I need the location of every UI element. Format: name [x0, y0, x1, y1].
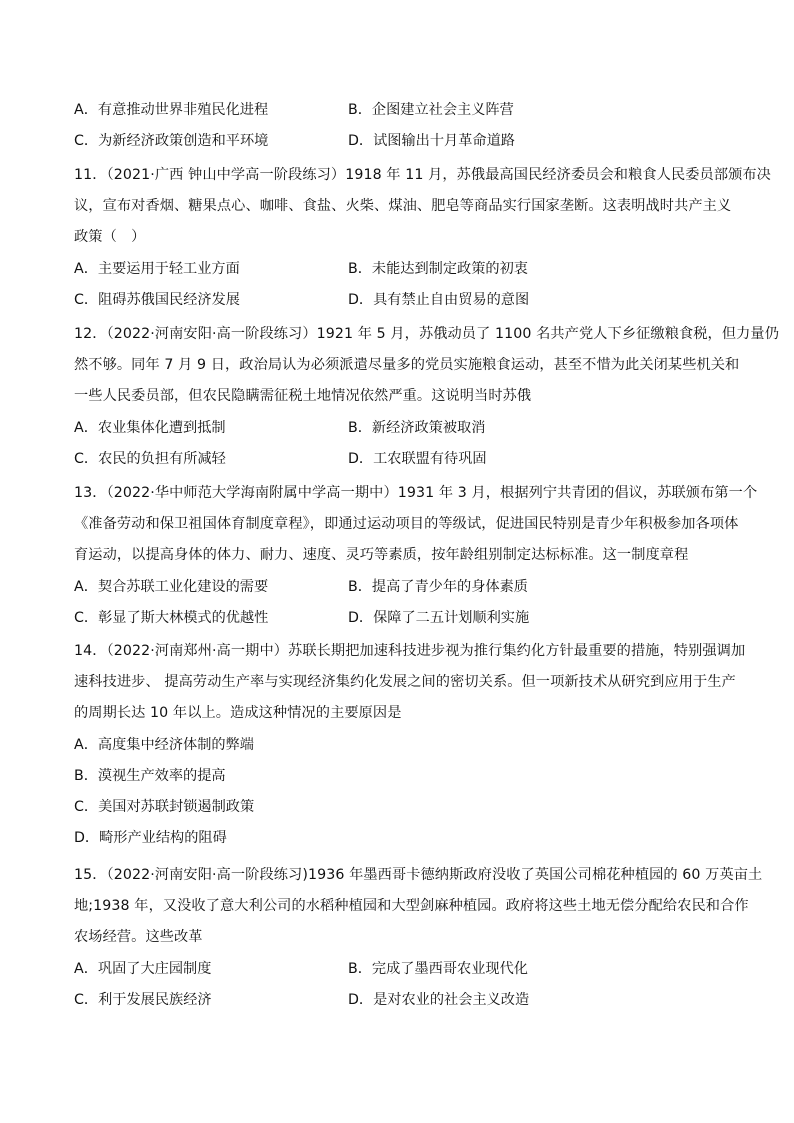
option-a[interactable]: A．有意推动世界非殖民化进程	[74, 102, 269, 118]
question-13	[74, 478, 758, 634]
question-stem-line: 《准备劳动和保卫祖国体育制度章程》，即通过运动项目的等级试，促进国民特别是青少年积极参加各项体	[74, 516, 739, 533]
question-stem-line: 政策（ ）	[74, 229, 146, 246]
question-stem-line: 13．（2022·华中师范大学海南附属中学高一期中）1931 年 3 月，根据列宁共青团的倡议，苏联颁布第一个	[74, 485, 758, 501]
question-11	[74, 160, 771, 316]
option-a[interactable]: A．农业集体化遭到抵制	[74, 419, 226, 436]
question-stem-line: 一些人民委员部，但农民隐瞒需征税土地情况依然严重。这说明当时苏俄	[74, 388, 532, 405]
question-stem-line: 12．（2022·河南安阳·高一阶段练习）1921 年 5 月，苏俄动员了 1100 名共产党人下乡征缴粮食税，但力量仍	[74, 326, 779, 342]
question-stem-line: 地;1938 年，又没收了意大利公司的水稻种植园和大型剑麻种植园。政府将这些土地无偿分配给农民和合作	[74, 898, 749, 915]
question-stem-line: 育运动，以提高身体的体力、耐力、速度、灵巧等素质，按年龄组别制定达标标准。这一制度章程	[74, 547, 689, 564]
option-a[interactable]: A．主要运用于轻工业方面	[74, 260, 240, 277]
question-15	[74, 860, 763, 1016]
option-d[interactable]: D．保障了二五计划顺利实施	[348, 609, 530, 626]
question-stem-line: 14．（2022·河南郑州·高一期中）苏联长期把加速科技进步视为推行集约化方针最重要的措施，特别强调加	[74, 643, 746, 659]
option-b[interactable]: B．新经济政策被取消	[348, 419, 486, 436]
question-10-options	[74, 95, 726, 157]
option-c[interactable]: C．美国对苏联封锁遏制政策	[74, 798, 255, 815]
option-row	[74, 954, 726, 985]
option-b[interactable]: B．完成了墨西哥农业现代化	[348, 960, 528, 977]
option-c[interactable]: C．利于发展民族经济	[74, 991, 212, 1008]
option-b[interactable]: B．企图建立社会主义阵营	[348, 102, 514, 118]
option-row	[74, 985, 726, 1016]
option-b[interactable]: B．漠视生产效率的提高	[74, 767, 226, 784]
option-d[interactable]: D．工农联盟有待巩固	[348, 450, 487, 467]
question-stem-line: 然不够。同年 7 月 9 日，政治局认为必须派遣尽量多的党员实施粮食运动，甚至不惜为此关闭某些机关和	[74, 357, 740, 374]
option-b[interactable]: B．未能达到制定政策的初衷	[348, 260, 528, 277]
option-d[interactable]: D．是对农业的社会主义改造	[348, 991, 530, 1008]
question-stem-line: 速科技进步、 提高劳动生产率与实现经济集约化发展之间的密切关系。但一项新技术从研究到应用于生产	[74, 674, 736, 691]
option-row	[74, 603, 726, 634]
question-12	[74, 319, 779, 475]
option-d[interactable]: D．具有禁止自由贸易的意图	[348, 291, 530, 308]
option-row	[74, 285, 726, 316]
option-row	[74, 95, 726, 126]
option-d[interactable]: D．试图输出十月革命道路	[348, 133, 515, 150]
question-stem-line: 农场经营。这些改革	[74, 929, 203, 946]
option-c[interactable]: C．农民的负担有所减轻	[74, 450, 226, 467]
option-d[interactable]: D．畸形产业结构的阻碍	[74, 830, 227, 847]
question-stem-line: 的周期长达 10 年以上。造成这种情况的主要原因是	[74, 705, 402, 722]
question-stem-line: 议，宣布对香烟、糖果点心、咖啡、食盐、火柴、煤油、肥皂等商品实行国家垄断。这表明战时共产主义	[74, 198, 732, 215]
question-stem-line: 11．（2021·广西 钟山中学高一阶段练习）1918 年 11 月，苏俄最高国民经济委员会和粮食人民委员部颁布决	[74, 167, 771, 183]
question-stem-line: 15．（2022·河南安阳·高一阶段练习)1936 年墨西哥卡德纳斯政府没收了英国公司棉花种植园的 60 万英亩土	[74, 867, 763, 883]
option-a[interactable]: A．巩固了大庄园制度	[74, 960, 212, 977]
option-row	[74, 126, 726, 157]
option-c[interactable]: C．为新经济政策创造和平环境	[74, 133, 269, 150]
option-row	[74, 413, 726, 444]
question-14	[74, 636, 746, 854]
option-c[interactable]: C．阻碍苏俄国民经济发展	[74, 291, 240, 308]
option-c[interactable]: C．彰显了斯大林模式的优越性	[74, 609, 269, 626]
option-row	[74, 254, 726, 285]
option-row	[74, 444, 726, 475]
option-row	[74, 572, 726, 603]
option-b[interactable]: B．提高了青少年的身体素质	[348, 578, 528, 595]
option-a[interactable]: A．契合苏联工业化建设的需要	[74, 578, 269, 595]
option-a[interactable]: A．高度集中经济体制的弊端	[74, 736, 254, 753]
